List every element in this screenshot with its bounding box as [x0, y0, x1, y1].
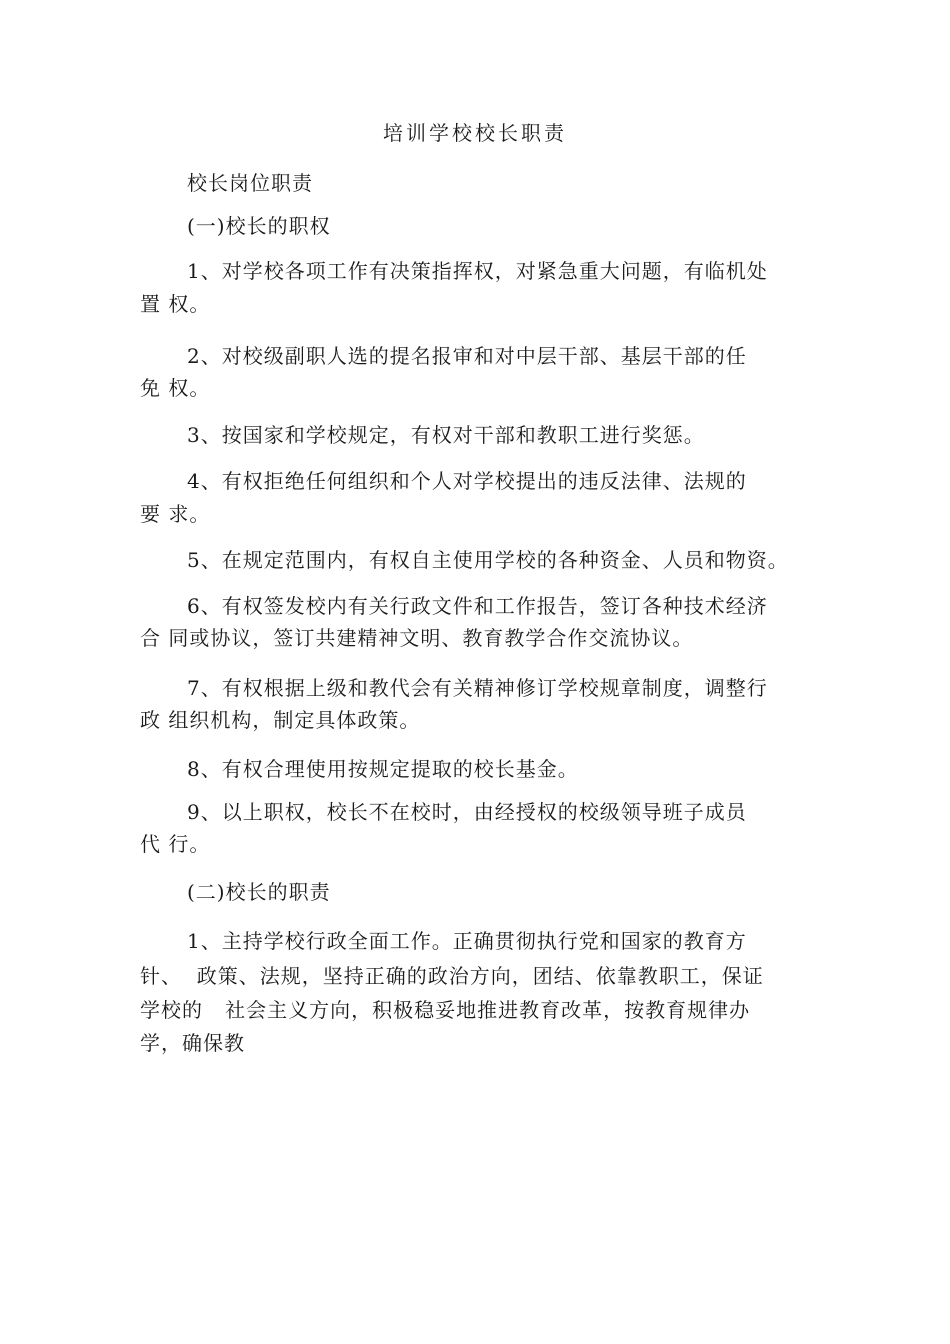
power-item-7-line-2: 政 组织机构，制定具体政策。 [140, 708, 421, 732]
power-item-6-line-2: 合 同或协议，签订共建精神文明、教育教学合作交流协议。 [140, 626, 694, 650]
duty-item-1-line-2: 针、 政策、法规，坚持正确的政治方向，团结、依靠教职工，保证 [140, 964, 764, 988]
power-item-9-line-1: 9、以上职权，校长不在校时，由经授权的校级领导班子成员 [187, 800, 747, 824]
duty-item-1-line-4: 学，确保教 [140, 1031, 245, 1055]
power-item-7-line-1: 7、有权根据上级和教代会有关精神修订学校规章制度，调整行 [187, 676, 768, 700]
power-item-3: 3、按国家和学校规定，有权对干部和教职工进行奖惩。 [187, 423, 705, 447]
power-item-9-line-2: 代 行。 [140, 832, 211, 856]
power-item-5: 5、在规定范围内，有权自主使用学校的各种资金、人员和物资。 [187, 548, 789, 572]
power-item-1-line-1: 1、对学校各项工作有决策指挥权，对紧急重大问题，有临机处 [187, 259, 768, 283]
power-item-8: 8、有权合理使用按规定提取的校长基金。 [187, 757, 579, 781]
power-item-1-line-2: 置 权。 [140, 292, 211, 316]
duty-item-1-line-1: 1、主持学校行政全面工作。正确贯彻执行党和国家的教育方 [187, 929, 747, 953]
document-title: 培训学校校长职责 [383, 121, 567, 145]
section-heading: 校长岗位职责 [187, 171, 313, 195]
duty-item-1-line-3: 学校的 社会主义方向，积极稳妥地推进教育改革，按教育规律办 [140, 998, 751, 1022]
power-item-6-line-1: 6、有权签发校内有关行政文件和工作报告，签订各种技术经济 [187, 594, 768, 618]
power-item-2-line-1: 2、对校级副职人选的提名报审和对中层干部、基层干部的任 [187, 344, 747, 368]
power-item-4-line-2: 要 求。 [140, 502, 211, 526]
sub-heading-powers: (一)校长的职权 [187, 214, 331, 238]
power-item-2-line-2: 免 权。 [140, 376, 211, 400]
sub-heading-duties: (二)校长的职责 [187, 880, 331, 904]
power-item-4-line-1: 4、有权拒绝任何组织和个人对学校提出的违反法律、法规的 [187, 469, 747, 493]
